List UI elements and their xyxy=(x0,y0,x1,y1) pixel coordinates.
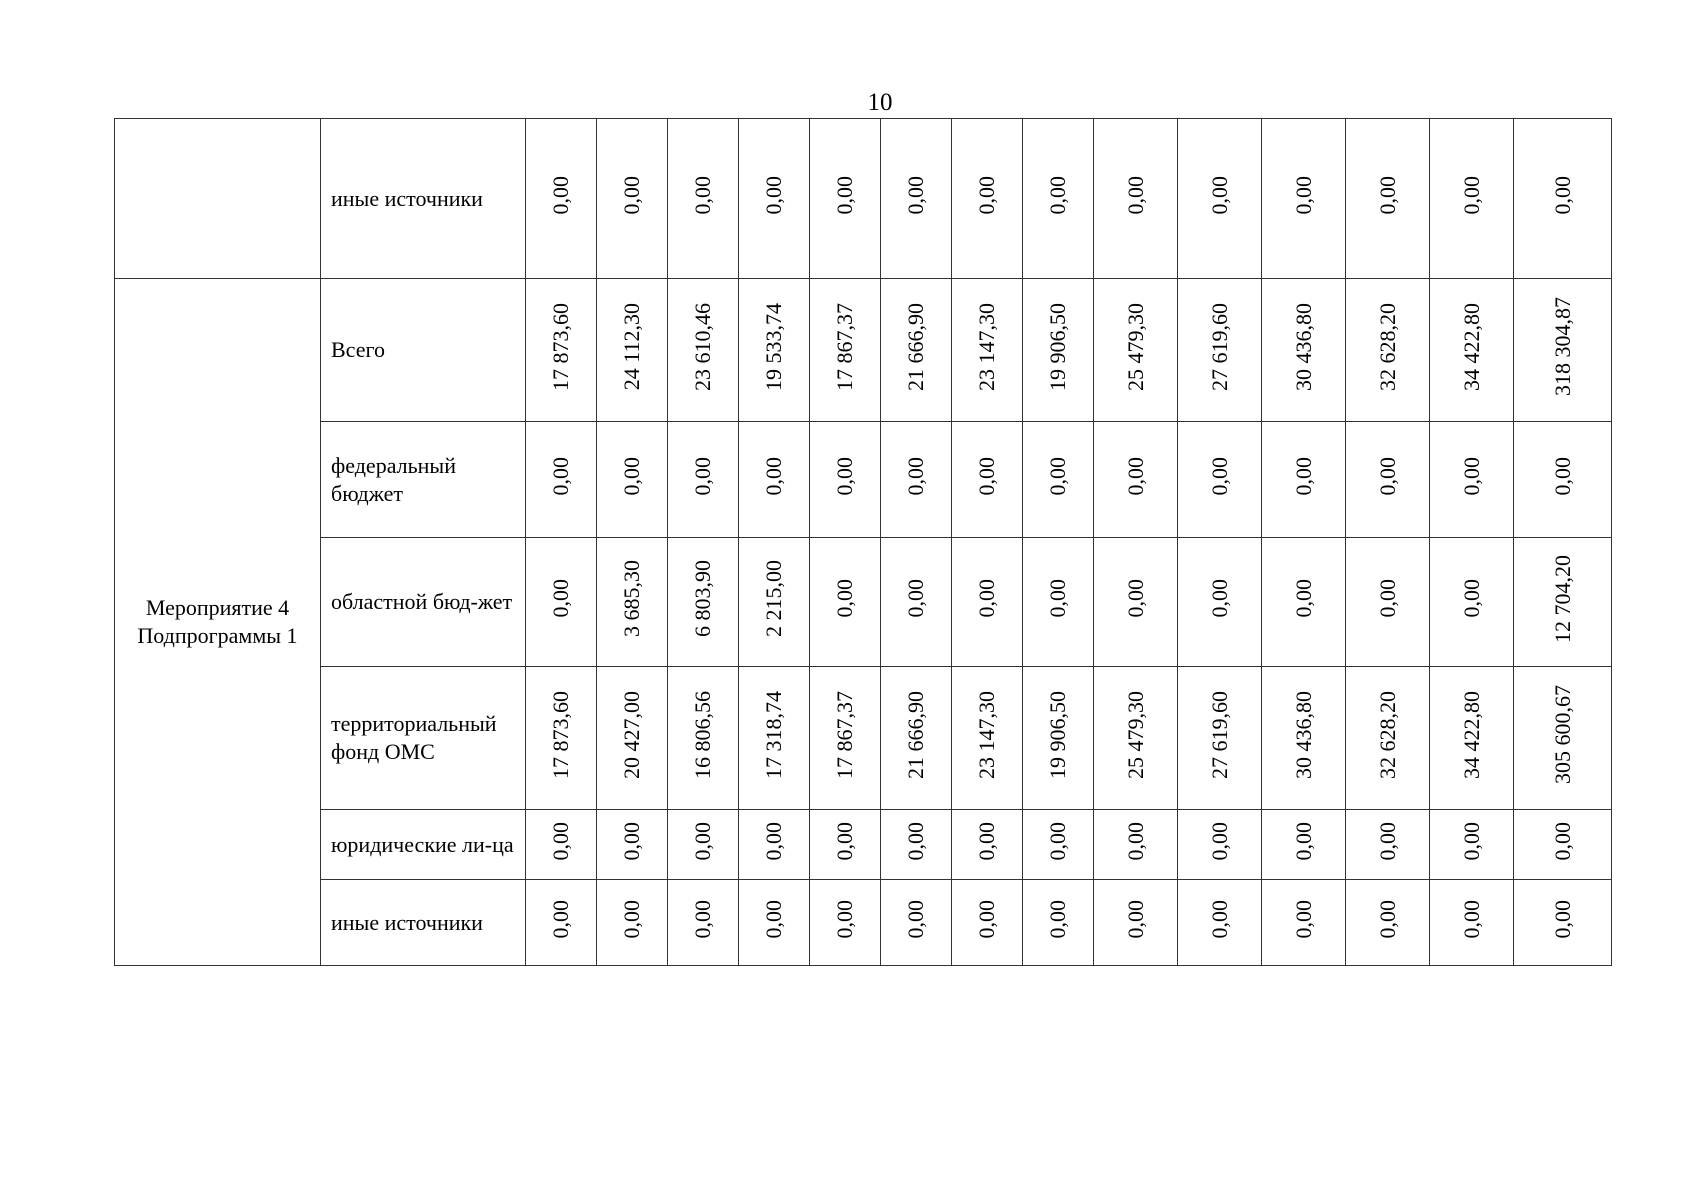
table-row xyxy=(115,279,1612,422)
value-cell xyxy=(1514,279,1612,422)
value-text: 0,00 xyxy=(1206,899,1232,939)
value-cell xyxy=(810,538,881,667)
value-cell xyxy=(881,119,952,279)
value-text: 0,00 xyxy=(974,899,999,939)
value-text: 3 685,30 xyxy=(619,560,644,637)
value-text: 0,00 xyxy=(1206,821,1232,861)
value-cell xyxy=(739,119,810,279)
value-text: 0,00 xyxy=(1458,899,1484,939)
value-text: 23 147,30 xyxy=(974,690,999,779)
value-cell xyxy=(526,810,597,880)
value-text: 0,00 xyxy=(1122,579,1148,618)
value-cell xyxy=(1178,880,1262,966)
value-text: 27 619,60 xyxy=(1206,690,1232,779)
value-text: 0,00 xyxy=(761,175,786,215)
value-cell xyxy=(597,667,668,810)
value-text: 0,00 xyxy=(690,821,715,861)
value-text: 0,00 xyxy=(1290,456,1316,496)
value-cell xyxy=(526,538,597,667)
value-cell xyxy=(881,279,952,422)
value-text: 0,00 xyxy=(1206,579,1232,618)
value-text: 0,00 xyxy=(1458,579,1484,618)
value-cell xyxy=(1094,422,1178,538)
budget-table xyxy=(114,118,1612,966)
funding-source-cell: Всего xyxy=(321,279,526,422)
value-cell xyxy=(597,279,668,422)
value-cell xyxy=(1262,279,1346,422)
value-cell xyxy=(1094,279,1178,422)
value-text: 0,00 xyxy=(548,899,573,939)
value-cell xyxy=(810,119,881,279)
value-cell xyxy=(597,810,668,880)
value-text: 30 436,80 xyxy=(1290,302,1316,391)
value-text: 0,00 xyxy=(619,175,644,215)
value-cell xyxy=(1178,667,1262,810)
value-text: 0,00 xyxy=(1374,579,1400,618)
value-text: 0,00 xyxy=(761,899,786,939)
value-cell xyxy=(597,119,668,279)
value-text: 0,00 xyxy=(619,821,644,861)
value-text: 0,00 xyxy=(903,579,928,618)
value-text: 0,00 xyxy=(548,456,573,496)
value-cell xyxy=(1430,279,1514,422)
value-cell xyxy=(1178,422,1262,538)
value-cell xyxy=(739,538,810,667)
value-cell xyxy=(668,880,739,966)
value-cell xyxy=(1262,422,1346,538)
measure-cell xyxy=(115,279,321,966)
value-text: 0,00 xyxy=(548,175,573,215)
value-cell xyxy=(881,880,952,966)
value-cell xyxy=(1094,538,1178,667)
value-cell xyxy=(597,538,668,667)
value-text: 17 867,37 xyxy=(832,302,857,391)
value-text: 16 806,56 xyxy=(690,690,715,779)
value-cell xyxy=(739,667,810,810)
value-cell xyxy=(1262,667,1346,810)
value-cell xyxy=(1023,538,1094,667)
value-cell xyxy=(1430,538,1514,667)
value-text: 0,00 xyxy=(1045,579,1070,618)
value-text: 25 479,30 xyxy=(1122,302,1148,391)
value-cell xyxy=(1094,119,1178,279)
value-cell xyxy=(739,880,810,966)
value-text: 32 628,20 xyxy=(1374,690,1400,779)
funding-source-cell: юридические ли-ца xyxy=(321,810,526,880)
value-text: 0,00 xyxy=(1374,456,1400,496)
value-cell xyxy=(1346,880,1430,966)
value-cell xyxy=(1514,810,1612,880)
value-cell xyxy=(810,667,881,810)
value-cell xyxy=(1262,880,1346,966)
table-row xyxy=(115,810,1612,880)
value-cell xyxy=(1514,880,1612,966)
value-text: 0,00 xyxy=(974,821,999,861)
value-cell xyxy=(597,880,668,966)
value-text: 0,00 xyxy=(974,175,999,215)
value-text: 17 867,37 xyxy=(832,690,857,779)
value-text: 0,00 xyxy=(619,899,644,939)
value-cell xyxy=(1346,810,1430,880)
value-text: 32 628,20 xyxy=(1374,302,1400,391)
value-text: 6 803,90 xyxy=(690,560,715,637)
value-text: 0,00 xyxy=(832,456,857,496)
value-cell xyxy=(1023,119,1094,279)
value-text: 0,00 xyxy=(690,456,715,496)
value-cell xyxy=(952,810,1023,880)
value-cell xyxy=(1262,119,1346,279)
value-text: 19 533,74 xyxy=(761,302,786,391)
value-text: 0,00 xyxy=(1458,456,1484,496)
value-text: 0,00 xyxy=(1045,175,1070,215)
value-cell xyxy=(810,422,881,538)
funding-source-cell: иные источники xyxy=(321,119,526,279)
value-cell xyxy=(810,810,881,880)
value-cell xyxy=(1178,538,1262,667)
table-row xyxy=(115,422,1612,538)
value-cell xyxy=(526,667,597,810)
value-text: 34 422,80 xyxy=(1458,690,1484,779)
value-cell xyxy=(1094,880,1178,966)
value-text: 0,00 xyxy=(1374,899,1400,939)
value-cell xyxy=(881,538,952,667)
value-text: 0,00 xyxy=(1122,821,1148,861)
funding-source-cell: территориальный фонд ОМС xyxy=(321,667,526,810)
value-cell xyxy=(810,880,881,966)
value-cell xyxy=(1346,422,1430,538)
value-cell xyxy=(1430,810,1514,880)
value-text: 0,00 xyxy=(619,456,644,496)
value-text: 25 479,30 xyxy=(1122,690,1148,779)
value-cell xyxy=(1346,119,1430,279)
value-text: 0,00 xyxy=(1045,456,1070,496)
value-cell xyxy=(810,279,881,422)
funding-source-cell: иные источники xyxy=(321,880,526,966)
table-row xyxy=(115,538,1612,667)
value-text: 0,00 xyxy=(1549,175,1575,215)
value-text: 2 215,00 xyxy=(761,560,786,637)
value-text: 0,00 xyxy=(1458,821,1484,861)
value-text: 20 427,00 xyxy=(619,690,644,779)
value-cell xyxy=(881,422,952,538)
value-text: 0,00 xyxy=(690,899,715,939)
value-text: 0,00 xyxy=(1290,899,1316,939)
value-cell xyxy=(1023,422,1094,538)
value-cell xyxy=(526,422,597,538)
value-cell xyxy=(952,538,1023,667)
value-cell xyxy=(1094,667,1178,810)
value-cell xyxy=(1023,667,1094,810)
value-cell xyxy=(668,119,739,279)
value-cell xyxy=(1346,538,1430,667)
value-cell xyxy=(668,279,739,422)
value-text: 0,00 xyxy=(1374,821,1400,861)
value-text: 0,00 xyxy=(761,456,786,496)
value-cell xyxy=(1514,667,1612,810)
value-text: 27 619,60 xyxy=(1206,302,1232,391)
value-cell xyxy=(952,880,1023,966)
value-text: 0,00 xyxy=(1045,899,1070,939)
value-cell xyxy=(1023,880,1094,966)
value-cell xyxy=(1178,810,1262,880)
value-cell xyxy=(668,810,739,880)
value-text: 0,00 xyxy=(974,456,999,496)
value-text: 0,00 xyxy=(1458,175,1484,215)
value-cell xyxy=(668,667,739,810)
table-row xyxy=(115,880,1612,966)
table-row xyxy=(115,667,1612,810)
value-text: 0,00 xyxy=(903,899,928,939)
value-text: 0,00 xyxy=(1549,899,1575,939)
value-text: 17 873,60 xyxy=(548,302,573,391)
value-cell xyxy=(1346,667,1430,810)
value-cell xyxy=(881,810,952,880)
value-cell xyxy=(668,538,739,667)
value-cell xyxy=(952,667,1023,810)
value-text: 0,00 xyxy=(761,821,786,861)
funding-source-cell: областной бюд-жет xyxy=(321,538,526,667)
value-text: 17 873,60 xyxy=(548,690,573,779)
value-text: 0,00 xyxy=(1206,175,1232,215)
value-cell xyxy=(952,422,1023,538)
value-cell xyxy=(526,279,597,422)
value-cell xyxy=(1178,119,1262,279)
value-text: 0,00 xyxy=(1290,579,1316,618)
value-text: 0,00 xyxy=(832,579,857,618)
value-text: 0,00 xyxy=(1290,175,1316,215)
value-text: 0,00 xyxy=(1549,456,1575,496)
value-text: 0,00 xyxy=(903,456,928,496)
value-cell xyxy=(668,422,739,538)
value-text: 23 147,30 xyxy=(974,302,999,391)
value-text: 0,00 xyxy=(690,175,715,215)
value-text: 21 666,90 xyxy=(903,690,928,779)
value-cell xyxy=(1430,119,1514,279)
value-text: 30 436,80 xyxy=(1290,690,1316,779)
value-text: 318 304,87 xyxy=(1549,297,1575,396)
value-cell xyxy=(881,667,952,810)
value-cell xyxy=(526,119,597,279)
value-text: 0,00 xyxy=(903,175,928,215)
value-text: 0,00 xyxy=(1290,821,1316,861)
value-text: 34 422,80 xyxy=(1458,302,1484,391)
measure-label-line: Подпрограммы 1 xyxy=(137,623,298,648)
value-text: 0,00 xyxy=(974,579,999,618)
value-text: 0,00 xyxy=(1549,821,1575,861)
value-cell xyxy=(739,422,810,538)
funding-source-cell: федеральный бюджет xyxy=(321,422,526,538)
value-cell xyxy=(1514,538,1612,667)
value-text: 0,00 xyxy=(832,821,857,861)
value-text: 0,00 xyxy=(548,579,573,618)
value-text: 305 600,67 xyxy=(1549,685,1575,784)
page-number: 10 xyxy=(867,89,893,116)
value-text: 19 906,50 xyxy=(1045,302,1070,391)
value-text: 0,00 xyxy=(832,899,857,939)
value-cell xyxy=(1094,810,1178,880)
value-text: 21 666,90 xyxy=(903,302,928,391)
value-cell xyxy=(1262,538,1346,667)
value-cell xyxy=(1430,667,1514,810)
value-cell xyxy=(526,880,597,966)
value-cell xyxy=(1514,422,1612,538)
value-text: 19 906,50 xyxy=(1045,690,1070,779)
value-cell xyxy=(597,422,668,538)
value-cell xyxy=(1178,279,1262,422)
value-cell xyxy=(1514,119,1612,279)
value-cell xyxy=(1262,810,1346,880)
value-cell xyxy=(952,279,1023,422)
table-row xyxy=(115,119,1612,279)
value-text: 0,00 xyxy=(832,175,857,215)
value-text: 0,00 xyxy=(1122,456,1148,496)
value-cell xyxy=(952,119,1023,279)
value-text: 0,00 xyxy=(1374,175,1400,215)
value-text: 0,00 xyxy=(903,821,928,861)
value-cell xyxy=(1430,880,1514,966)
value-cell xyxy=(1346,279,1430,422)
value-text: 12 704,20 xyxy=(1549,554,1575,643)
measure-label-line: Мероприятие 4 xyxy=(145,595,290,620)
value-text: 0,00 xyxy=(1122,899,1148,939)
value-text: 0,00 xyxy=(548,821,573,861)
value-cell xyxy=(739,279,810,422)
value-text: 23 610,46 xyxy=(690,302,715,391)
value-cell xyxy=(739,810,810,880)
value-text: 0,00 xyxy=(1122,175,1148,215)
value-cell xyxy=(1430,422,1514,538)
value-cell xyxy=(1023,810,1094,880)
value-text: 0,00 xyxy=(1206,456,1232,496)
measure-cell-empty xyxy=(115,119,321,279)
value-text: 17 318,74 xyxy=(761,690,786,779)
value-text: 24 112,30 xyxy=(619,302,644,391)
value-text: 0,00 xyxy=(1045,821,1070,861)
value-cell xyxy=(1023,279,1094,422)
